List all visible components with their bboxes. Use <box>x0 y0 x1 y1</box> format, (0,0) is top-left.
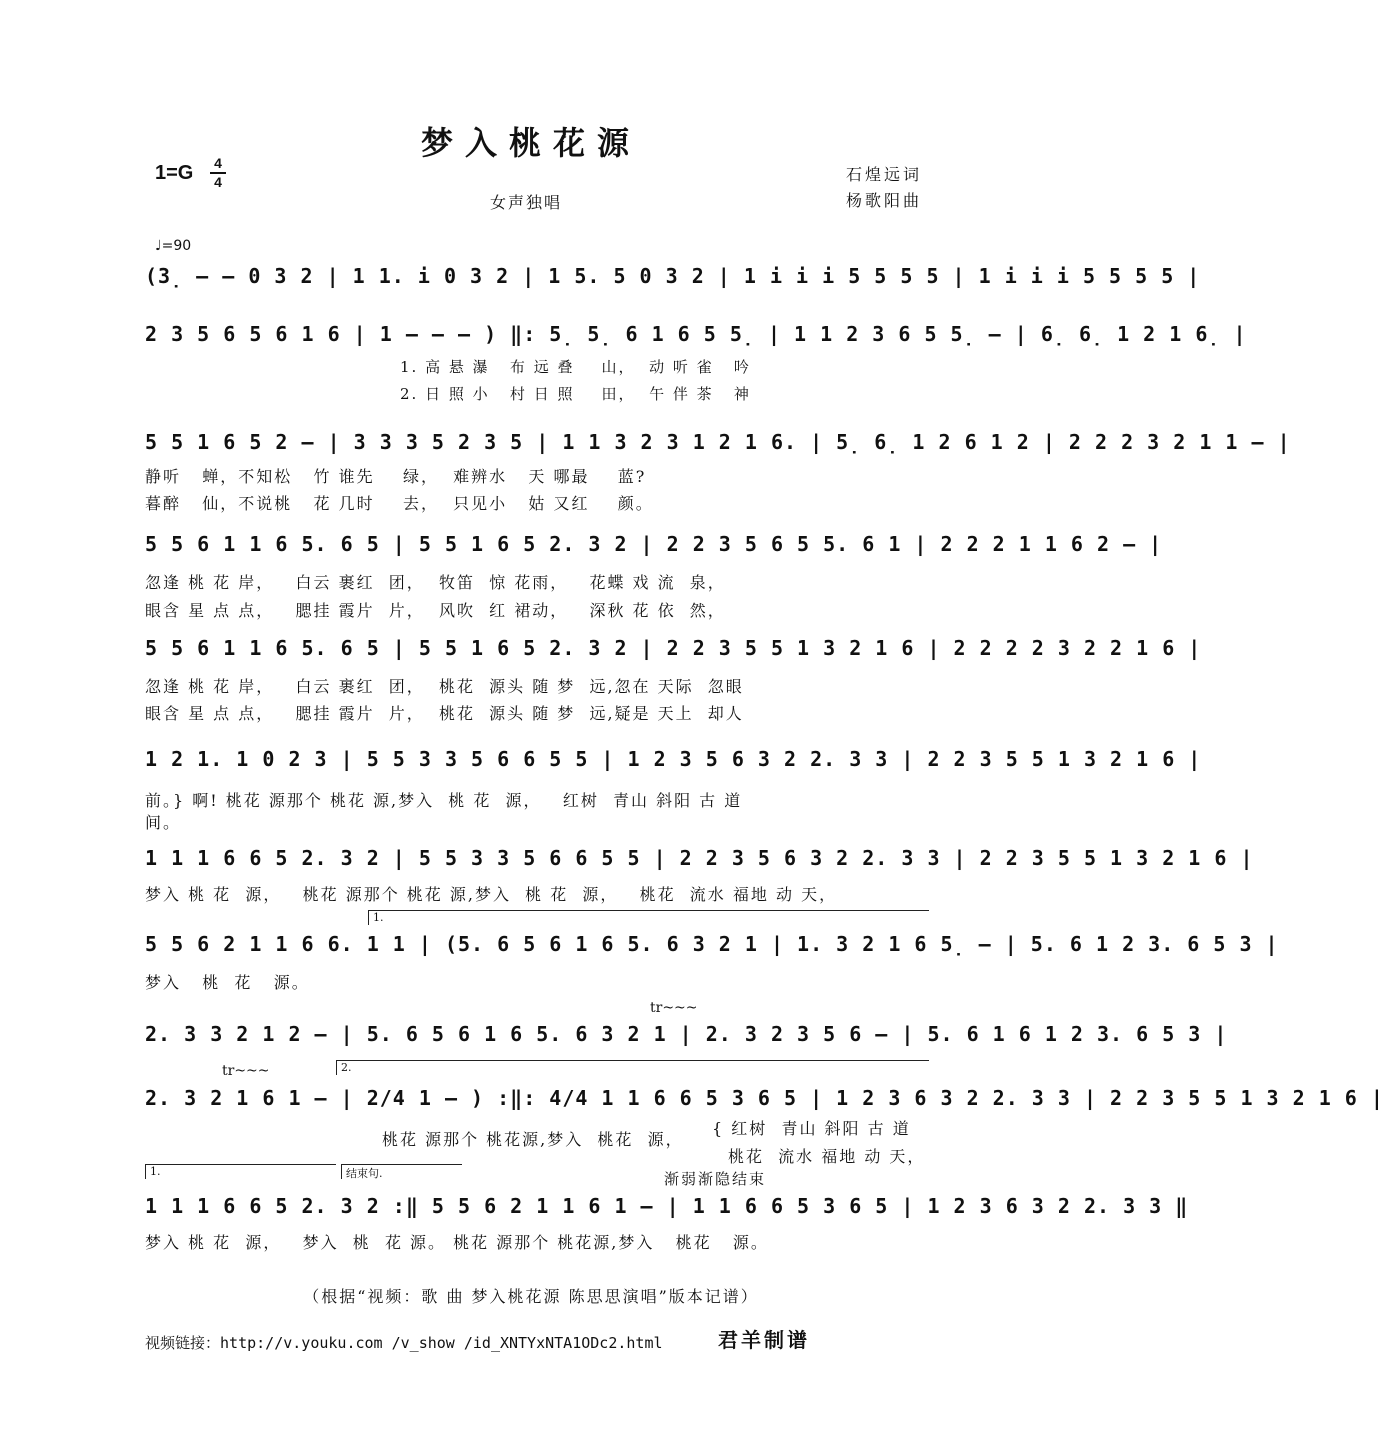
trill-mark-2: tr~~~ <box>222 1063 270 1079</box>
lyric-line-10a: 桃花 源那个 桃花源,梦入 桃花 源， <box>382 1130 684 1149</box>
lyric-line-2a: 1. 高 悬 瀑 布 远 叠 山， 动 听 雀 吟 <box>400 358 751 376</box>
notation-line-1: (3̣ – – 0 3 2 | 1 1. i 0 3 2 | 1 5. 5 0 3 2 | 1 i i i 5 5 5 5 | 1 i i i 5 5 5 5 | <box>145 264 1201 288</box>
song-title: 梦入桃花源 <box>420 124 641 162</box>
video-link[interactable]: http://v.youku.com /v_show /id_XNTYxNTA1ODc2.html <box>220 1334 663 1352</box>
notation-line-2: 2 3 5 6 5 6 1 6 | 1 – – – ) ‖: 5̣ 5̣ 6 1 6 5 5̣ | 1 1 2 3 6 5 5̣ – | 6̣ 6̣ 1 2 1 6̣ | <box>145 322 1247 346</box>
lyricist-credit: 石煌远词 <box>845 165 922 184</box>
video-link-row <box>145 1332 663 1353</box>
lyric-line-3b: 暮醉 仙，不说桃 花 几时 去， 只见小 姑 又红 颜。 <box>145 494 654 513</box>
performance-type: 女声独唱 <box>490 193 563 212</box>
lyric-line-4a: 忽逢 桃 花 岸， 白云 裹红 团， 牧笛 惊 花雨， 花蝶 戏 流 泉， <box>145 573 726 592</box>
lyric-line-10b: { 红树 青山 斜阳 古 道 <box>712 1119 911 1138</box>
lyric-line-5a: 忽逢 桃 花 岸， 白云 裹红 团， 桃花 源头 随 梦 远,忽在 天际 忽眼 <box>145 677 744 696</box>
notation-line-6: 1 2 1. 1 0 2 3 | 5 5 3 3 5 6 6 5 5 | 1 2 3 5 6 3 2 2. 3 3 | 2 2 3 5 5 1 3 2 1 6 | <box>145 747 1202 771</box>
lyric-line-6a: 前。} 啊! 桃花 源那个 桃花 源,梦入 桃 花 源， 红树 青山 斜阳 古 道 <box>145 791 743 810</box>
lyric-line-10c: 桃花 流水 福地 动 天， <box>728 1147 926 1166</box>
tempo-marking: ♩=90 <box>155 238 192 254</box>
trill-mark: tr~~~ <box>650 1000 698 1016</box>
ending-bracket: 结束句. <box>341 1164 462 1179</box>
lyric-line-8: 梦入 桃 花 源。 <box>145 973 310 992</box>
key-signature: 1=G <box>155 162 194 184</box>
lyric-line-3a: 静听 蝉，不知松 竹 谁先 绿， 难辨水 天 哪最 蓝? <box>145 467 647 486</box>
time-signature <box>210 156 226 190</box>
notation-line-5: 5 5 6 1 1 6 5. 6 5 | 5 5 1 6 5 2. 3 2 | 2 2 3 5 5 1 3 2 1 6 | 2 2 2 2 3 2 2 1 6 | <box>145 636 1202 660</box>
notation-line-4: 5 5 6 1 1 6 5. 6 5 | 5 5 1 6 5 2. 3 2 | 2 2 3 5 6 5 5. 6 1 | 2 2 2 1 1 6 2 – | <box>145 532 1163 556</box>
source-note: （根据“视频：歌 曲 梦入桃花源 陈思思演唱”版本记谱） <box>303 1287 759 1306</box>
notation-line-8: 5 5 6 2 1 1 6 6. 1 1 | (5. 6 5 6 1 6 5. 6 3 2 1 | 1. 3 2 1 6 5̣ – | 5. 6 1 2 3. 6 5 3 | <box>145 932 1279 956</box>
video-link-label: 视频链接： <box>145 1334 221 1352</box>
lyric-line-5b: 眼含 星 点 点， 腮挂 霞片 片， 桃花 源头 随 梦 远,疑是 天上 却人 <box>145 704 744 723</box>
notation-line-9: 2. 3 3 2 1 2 – | 5. 6 5 6 1 6 5. 6 3 2 1 | 2. 3 2 3 5 6 – | 5. 6 1 6 1 2 3. 6 5 3 | <box>145 1022 1228 1046</box>
notation-line-10: 2. 3 2 1 6 1 – | 2/4 1 – ) :‖: 4/4 1 1 6 6 5 3 6 5 | 1 2 3 6 3 2 2. 3 3 | 2 2 3 5 5 1 3 2 1 6 | <box>145 1086 1384 1110</box>
volta-bracket-1: 1. <box>368 910 929 925</box>
time-signature-top: 4 <box>214 155 222 171</box>
lyric-line-6b: 间。 <box>145 813 182 832</box>
time-signature-bottom: 4 <box>214 174 222 190</box>
transcriber-signature: 君羊制谱 <box>718 1328 810 1352</box>
lyric-line-4b: 眼含 星 点 点， 腮挂 霞片 片， 风吹 红 裙动， 深秋 花 依 然， <box>145 601 726 620</box>
composer-credit: 杨歌阳曲 <box>845 191 922 210</box>
notation-line-11: 1 1 1 6 6 5 2. 3 2 :‖ 5 5 6 2 1 1 6 1 – | 1 1 6 6 5 3 6 5 | 1 2 3 6 3 2 2. 3 3 ‖ <box>145 1194 1189 1218</box>
volta-bracket-3: 1. <box>145 1164 336 1179</box>
dynamics-marking: 渐弱渐隐结束 <box>664 1170 767 1188</box>
notation-line-3: 5 5 1 6 5 2 – | 3 3 3 5 2 3 5 | 1 1 3 2 3 1 2 1 6. | 5̣ 6̣ 1 2 6 1 2 | 2 2 2 3 2 1 1 – | <box>145 430 1291 454</box>
lyric-line-11: 梦入 桃 花 源， 梦入 桃 花 源。 桃花 源那个 桃花源,梦入 桃花 源。 <box>145 1233 769 1252</box>
notation-line-7: 1 1 1 6 6 5 2. 3 2 | 5 5 3 3 5 6 6 5 5 | 2 2 3 5 6 3 2 2. 3 3 | 2 2 3 5 5 1 3 2 1 6 | <box>145 846 1254 870</box>
volta-bracket-2: 2. <box>336 1060 929 1075</box>
lyric-line-2b: 2. 日 照 小 村 日 照 田， 午 伴 茶 神 <box>400 385 751 403</box>
lyric-line-7: 梦入 桃 花 源， 桃花 源那个 桃花 源,梦入 桃 花 源， 桃花 流水 福地 动 天， <box>145 885 838 904</box>
